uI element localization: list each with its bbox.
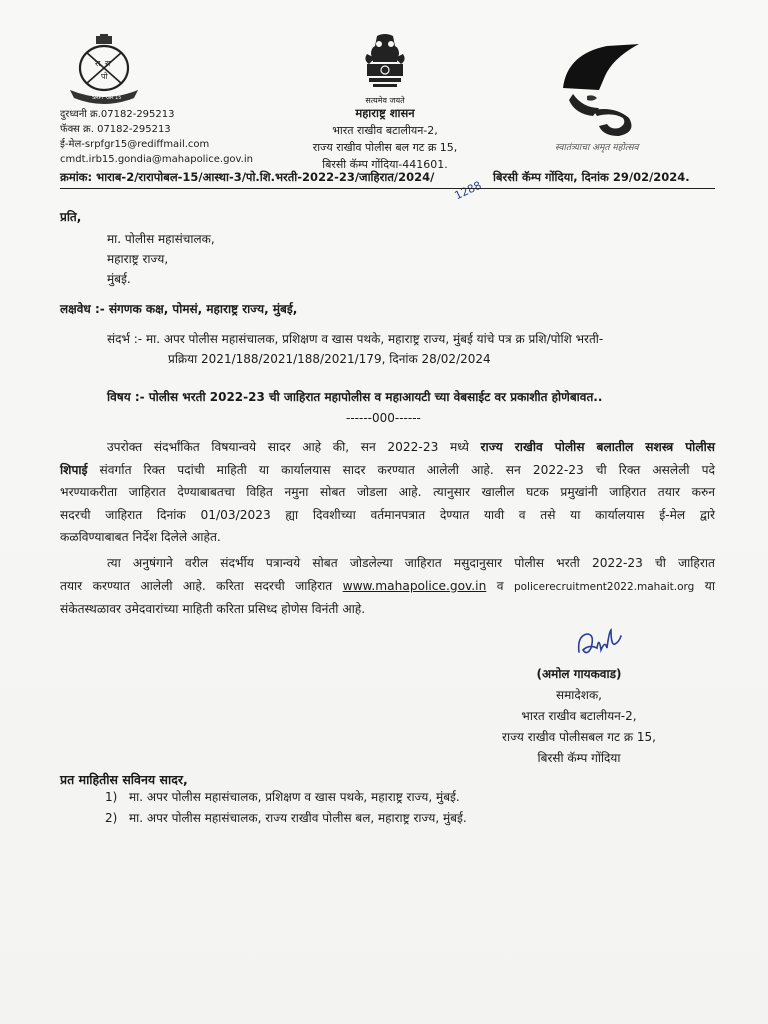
- battalion-name: भारत राखीव बटालीयन-2,: [332, 124, 438, 137]
- reference-number: क्रमांक: भाराब-2/रारापोबल-15/आस्था-3/पो.शि.भरती-2022-23/जाहिरात/2024/: [60, 170, 435, 184]
- p2-line-2: तयार करण्यात आलेली आहे. करिता सदरची जाहिरात www.mahapolice.gov.in व policerecruitment2022.mahait.org या: [60, 578, 715, 593]
- p2-line-1: त्या अनुषंगाने वरील संदर्भीय पत्रान्वये सोबत जोडलेल्या जाहिरात मसुदानुसार पोलीस भरती 2022-23 ची जाहिरात: [107, 556, 715, 570]
- body-paragraph-2: [60, 552, 715, 621]
- copies-list: [105, 787, 467, 829]
- recipient-line-2: महाराष्ट्र राज्य,: [107, 252, 169, 266]
- svg-text:पो: पो: [101, 72, 108, 81]
- signatory-place: बिरसी कॅम्प गोंदिया: [537, 751, 621, 765]
- body-paragraph-1: [60, 436, 715, 549]
- email-address-2: cmdt.irb15.gondia@mahapolice.gov.in: [60, 154, 253, 165]
- p2-line-3: संकेतस्थळावर उमेदवारांच्या माहिती करिता प्रसिध्द होणेस विनंती आहे.: [60, 602, 366, 617]
- svg-text:रा: रा: [105, 59, 111, 68]
- list-item: 1) मा. अपर पोलीस महासंचालक, प्रशिक्षण व खास पथके, महाराष्ट्र राज्य, मुंबई.: [105, 790, 460, 804]
- subject-separator: ------000------: [346, 411, 421, 425]
- amrit-mahotsav-logo: [553, 36, 653, 146]
- attention-line: [60, 300, 297, 318]
- signature-block: [474, 664, 684, 769]
- signatory-designation: समादेशक,: [556, 688, 602, 702]
- office-address: बिरसी कॅम्प गोंदिया-441601.: [322, 158, 448, 171]
- fax-number: फॅक्स क्र. 07182-295213: [60, 124, 171, 135]
- amrit-mahotsav-caption: स्वातंत्र्याचा अमृत महोत्सव: [555, 143, 639, 153]
- srpf-logo: [62, 34, 146, 104]
- emblem-motto: सत्यमेव जयते: [365, 96, 405, 105]
- p1-line-3: भरण्याकरीता जाहिरात देण्याबाबतचा विहित नमुना सोबत जोडला आहे. त्यानुसार खालील घटक प्रमुखांनी जाहिरात तयार करुन: [60, 485, 715, 500]
- recipient-line-1: मा. पोलीस महासंचालक,: [107, 232, 215, 246]
- signatory-group: राज्य राखीव पोलीसबल गट क्र 15,: [502, 730, 656, 744]
- subject-label: विषय :-: [107, 390, 145, 404]
- list-item: 2) मा. अपर पोलीस महासंचालक, राज्य राखीव पोलीस बल, महाराष्ट्र राज्य, मुंबई.: [105, 811, 467, 825]
- svg-text:रा: रा: [95, 59, 101, 68]
- ashoka-emblem-icon: [359, 32, 411, 98]
- sandarbh-label: संदर्भ :-: [107, 332, 143, 346]
- signatory-name: (अमोल गायकवाड): [536, 667, 622, 681]
- subject-text: पोलीस भरती 2022-23 ची जाहिरात महापोलीस व महाआयटी च्या वेबसाईट वर प्रकाशीत होणेबावत..: [148, 390, 603, 404]
- reference-row: [60, 170, 690, 185]
- p1-line-5: कळविण्याबाबत निर्देश दिलेले आहेत.: [60, 530, 221, 545]
- p1-line-4: सदरची जाहिरात दिनांक 01/03/2023 ह्या दिवशीच्या वर्तमानपत्रात देण्यात यावी व तसे या कार्यालयास ई-मेल द्वारे: [60, 507, 715, 522]
- p1-line-1: उपरोक्त संदर्भांकित विषयान्वये सादर आहे की, सन 2022-23 मध्ये राज्य राखीव पोलीस बलातील सशस्त्र पोलीस: [107, 440, 715, 454]
- prati-label: प्रति,: [60, 210, 82, 224]
- sandarbh-line-2: प्रक्रिया 2021/188/2021/188/2021/179, दिनांक 28/02/2024: [168, 352, 491, 366]
- group-name: राज्य राखीव पोलीस बल गट क्र 15,: [312, 141, 458, 154]
- mahait-link[interactable]: policerecruitment2022.mahait.org: [513, 580, 695, 593]
- svg-text:SRPF GR 15: SRPF GR 15: [92, 95, 122, 101]
- signature-icon: [573, 626, 623, 660]
- phone-number: दुरध्वनी क्र.07182-295213: [60, 109, 175, 120]
- office-header: [280, 96, 490, 173]
- attention-label: लक्षवेध :-: [60, 302, 105, 316]
- attention-text: संगणक कक्ष, पोमसं, महाराष्ट्र राज्य, मुंबई,: [108, 302, 298, 316]
- copies-title: प्रत माहितीस सविनय सादर,: [60, 772, 188, 787]
- header-divider: [60, 188, 715, 189]
- mahapolice-link[interactable]: www.mahapolice.gov.in: [342, 578, 487, 593]
- government-name: महाराष्ट्र शासन: [355, 106, 415, 120]
- subject-line: [107, 388, 602, 406]
- handwritten-number: 1288: [452, 178, 484, 203]
- letter-date: बिरसी कॅम्प गोंदिया, दिनांक 29/02/2024.: [493, 170, 690, 184]
- email-address: ई-मेल-srpfgr15@rediffmail.com: [60, 139, 210, 150]
- contact-info: [60, 107, 253, 167]
- p1-line-2: शिपाई संवर्गात रिक्त पदांची माहिती या कार्यालयास सादर करण्यात आलेली आहे. सन 2022-23 ची रिक्त असलेली पदे: [60, 462, 715, 477]
- recipient-line-3: मुंबई.: [107, 272, 131, 286]
- reference-label-line: [107, 330, 603, 348]
- signatory-battalion: भारत राखीव बटालीयन-2,: [521, 709, 637, 723]
- sandarbh-line-1: मा. अपर पोलीस महासंचालक, प्रशिक्षण व खास पथके, महाराष्ट्र राज्य, मुंबई यांचे पत्र क्र प्रशि/पोशि भरती-: [145, 332, 604, 346]
